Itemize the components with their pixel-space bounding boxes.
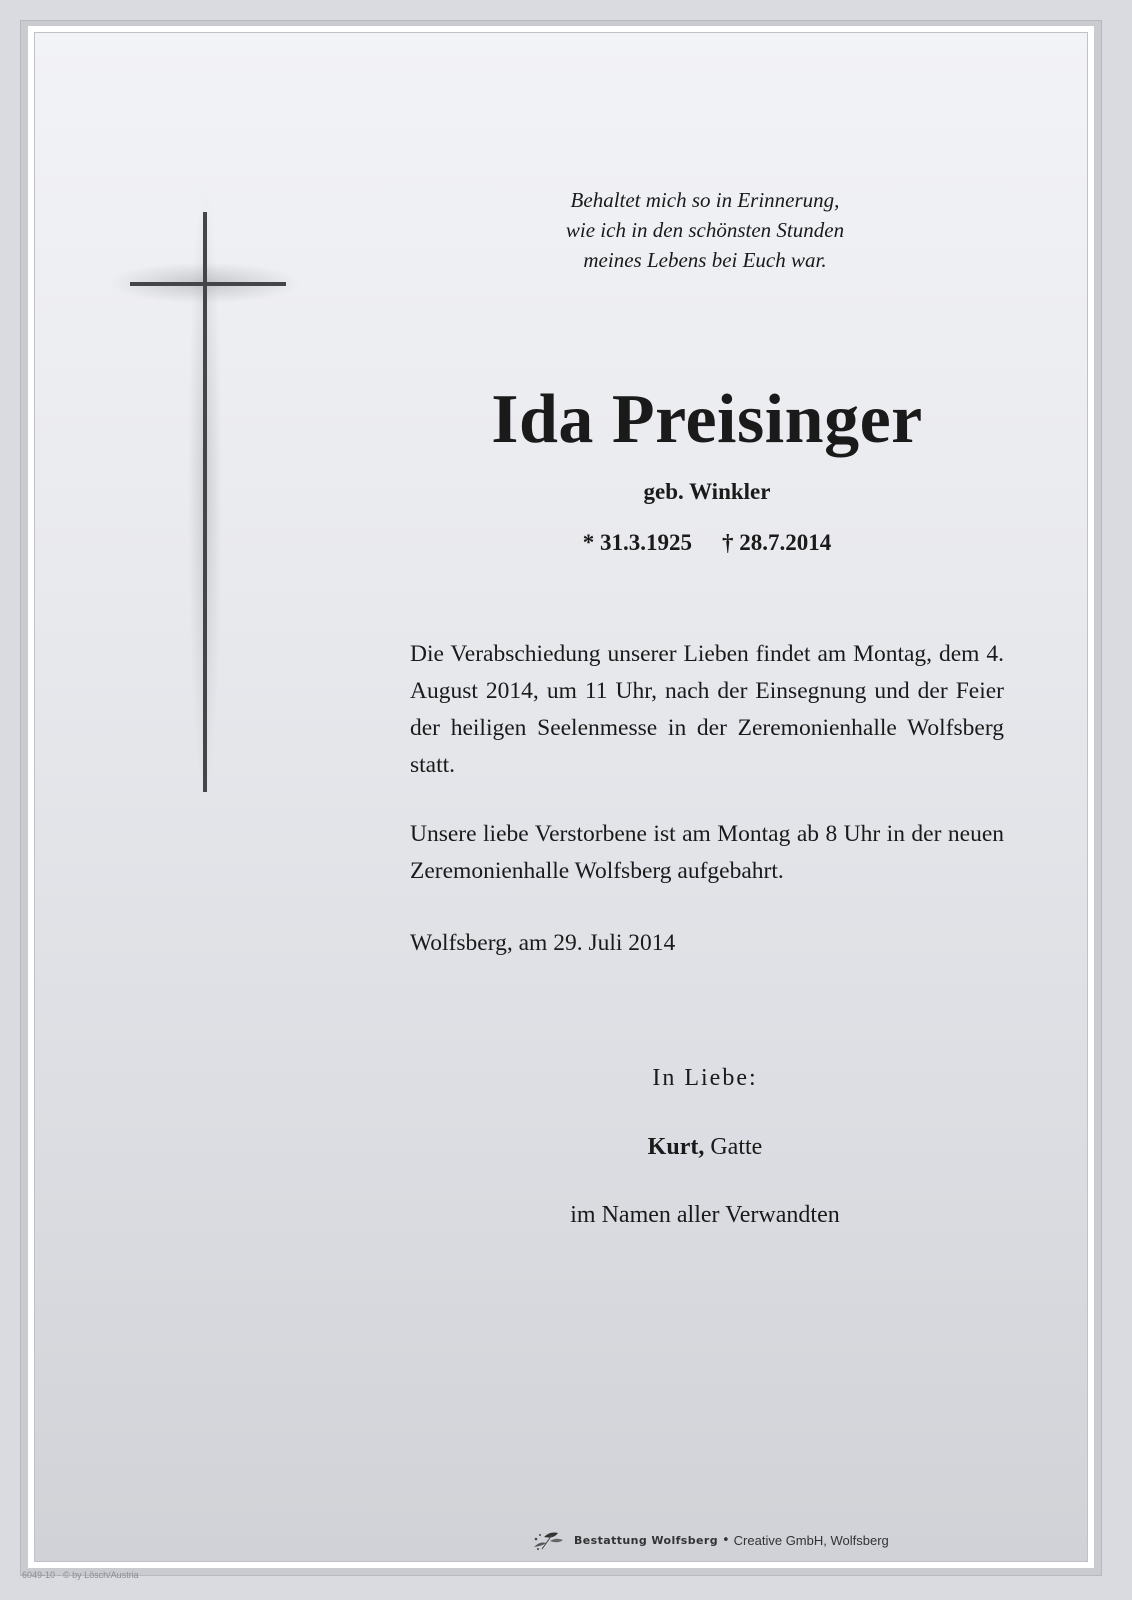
- relatives-line: im Namen aller Verwandten: [570, 1202, 840, 1228]
- footer-brand: Bestattung Wolfsberg: [574, 1533, 718, 1547]
- motto-line: wie ich in den schönsten Stunden: [565, 218, 845, 242]
- footer-company: Creative GmbH, Wolfsberg: [733, 1532, 889, 1548]
- cross-icon-horizontal-bar: [130, 282, 286, 286]
- birth-date: * 31.3.1925: [582, 530, 692, 555]
- viewing-paragraph: Unsere liebe Verstorbene ist am Montag ab 8 Uhr in der neuen Zeremonienhalle Wolfsberg aufgebahrt.: [410, 821, 1004, 884]
- deceased-name: Ida Preisinger: [491, 381, 923, 458]
- ceremony-paragraph: Die Verabschiedung unserer Lieben findet am Montag, dem 4. August 2014, um 11 Uhr, nach der Einsegnung und der Feier der heiligen Seelenmesse in der Zeremonienhalle Wolfsberg statt.: [410, 641, 1004, 778]
- motto-line: meines Lebens bei Euch war.: [583, 248, 827, 272]
- print-code: 6049-10 · © by Lösch/Austria: [22, 1570, 139, 1580]
- memorial-motto: [480, 185, 930, 275]
- life-dates: [400, 528, 1014, 558]
- footer-separator: •: [722, 1532, 730, 1548]
- motto-line: Behaltet mich so in Erinnerung,: [570, 188, 840, 212]
- place-date: Wolfsberg, am 29. Juli 2014: [410, 930, 676, 956]
- footer-imprint: [530, 1528, 889, 1552]
- maiden-name: geb. Winkler: [643, 479, 771, 504]
- mourner-line: [480, 1132, 930, 1162]
- death-date: † 28.7.2014: [722, 530, 832, 555]
- mourner-relation: Gatte: [710, 1134, 763, 1160]
- mourner-name: Kurt,: [647, 1134, 705, 1160]
- cross-icon-vertical-bar: [203, 212, 207, 792]
- flower-logo-icon: [530, 1529, 566, 1551]
- mourners-intro: In Liebe:: [652, 1065, 758, 1091]
